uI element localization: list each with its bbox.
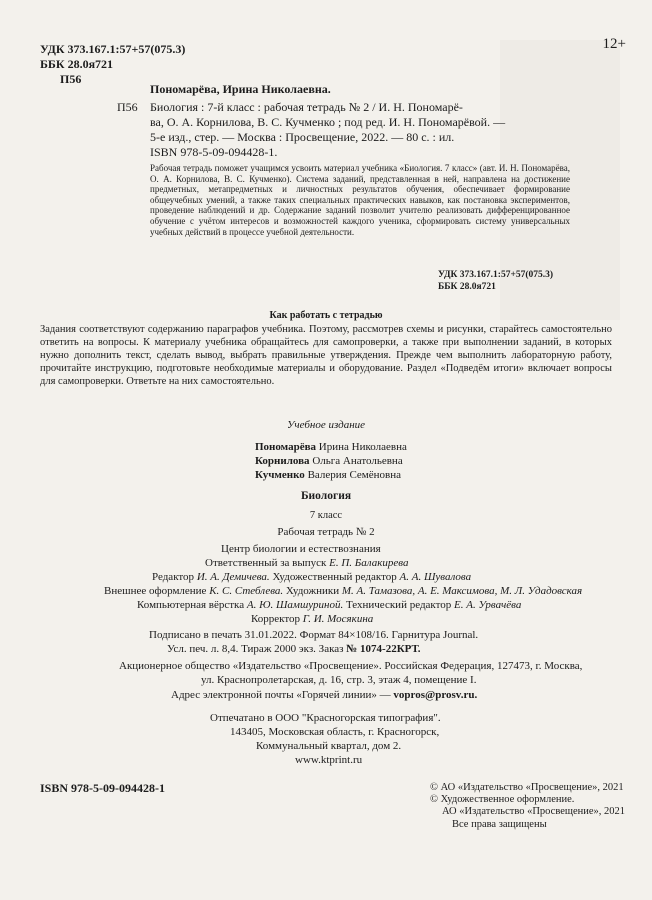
age-rating: 12+ — [602, 36, 626, 52]
biblio-line: Биология : 7-й класс : рабочая тетрадь № 2 / И. Н. Пономарё- — [150, 100, 463, 114]
editor-label: Редактор — [152, 571, 195, 583]
artists-names: М. А. Тамазова, А. Е. Максимова, М. Л. Удадовская — [341, 585, 583, 597]
workbook-number: Рабочая тетрадь № 2 — [277, 526, 375, 538]
copyright-line: © Художественное оформление. — [430, 794, 575, 805]
email-address: vopros@prosv.ru. — [393, 689, 478, 701]
edition-type: Учебное издание — [287, 419, 366, 431]
catalog-udk: УДК 373.167.1:57+57(075.3) — [438, 270, 554, 280]
layout-label: Компьютерная вёрстка — [137, 599, 245, 611]
rights-reserved: Все права защищены — [452, 819, 547, 830]
author-line — [255, 469, 401, 481]
copyright-line: © АО «Издательство «Просвещение», 2021 — [430, 782, 624, 793]
catalog-isbn: ISBN 978-5-09-094428-1. — [150, 145, 278, 159]
biblio-line: ва, О. А. Корнилова, В. С. Кучменко ; под ред. И. Н. Пономарёвой. — — [150, 115, 506, 129]
catalog-authors-heading: Пономарёва, Ирина Николаевна. — [150, 82, 331, 96]
editor-line — [152, 571, 471, 583]
design-line — [104, 585, 582, 597]
subject-title: Биология — [300, 490, 352, 502]
author-name: Валерия Семёновна — [307, 469, 401, 481]
catalog-annotation: Рабочая тетрадь поможет учащимся усвоить материал учебника «Биология. 7 класс» (авт. И. Н. Пономарёва, О. А. Корнилова, В. С. Кучменко). Система заданий, представленная в ней, направлена на достижение предметных, метапредметных и личностных результатов обучения, обеспечивает формирование общеучебных умений, а также таких специальных практических навыков, как постановка экспериментов, проведение наблюдений и др. Содержание заданий позволит учителю реализовать дифференцированное обучение с учётом интересов и возможностей каждого ученика, сформировать систему универсальных учебных действий в процессе учебной деятельности. — [150, 163, 570, 237]
isbn-bottom: ISBN 978-5-09-094428-1 — [40, 781, 165, 795]
grade: 7 класс — [309, 510, 343, 521]
cutter-mark: П56 — [60, 72, 82, 86]
author-line — [255, 455, 403, 467]
bbk-code: ББК 28.0я721 — [40, 57, 114, 71]
tech-label: Технический редактор — [345, 599, 452, 611]
publisher-address: ул. Краснопролетарская, д. 16, стр. 3, этаж 4, помещение I. — [201, 674, 477, 686]
center-name: Центр биологии и естествознания — [221, 543, 381, 555]
layout-line — [137, 599, 521, 611]
hotline-email-line — [171, 689, 477, 701]
email-label: Адрес электронной почты «Горячей линии» — — [171, 689, 391, 701]
how-to-title: Как работать с тетрадью — [269, 310, 383, 321]
corrector-name: Г. И. Мосякина — [302, 613, 374, 625]
design-label: Внешнее оформление — [104, 585, 207, 597]
order-number: № 1074-22КРТ. — [346, 643, 421, 655]
art-editor-name: А. А. Шувалова — [399, 571, 472, 583]
editor-name: И. А. Демичева. — [196, 571, 270, 583]
artists-label: Художники — [285, 585, 340, 597]
tech-name: Е. А. Урвачёва — [454, 599, 522, 611]
corrector-label: Корректор — [251, 613, 301, 625]
responsible-name: Е. П. Балакирева — [329, 557, 409, 569]
biblio-line: 5-е изд., стер. — Москва : Просвещение, 2022. — 80 с. : ил. — [150, 130, 455, 144]
author-surname: Корнилова — [255, 455, 310, 467]
print-info — [167, 643, 421, 655]
udk-code: УДК 373.167.1:57+57(075.3) — [40, 42, 186, 56]
author-name: Ольга Анатольевна — [312, 455, 403, 467]
art-editor-label: Художественный редактор — [272, 571, 397, 583]
author-line — [255, 441, 407, 453]
copyright-line: АО «Издательство «Просвещение», 2021 — [442, 806, 626, 817]
printer-website: www.ktprint.ru — [295, 754, 363, 766]
signed-to-print: Подписано в печать 31.01.2022. Формат 84×108/16. Гарнитура Journal. — [149, 629, 479, 641]
catalog-cutter: П56 — [117, 100, 138, 114]
publisher-address: Акционерное общество «Издательство «Просвещение». Российская Федерация, 127473, г. Москва, — [119, 660, 583, 672]
corrector-line — [251, 613, 373, 625]
responsible-line — [205, 557, 408, 569]
responsible-label: Ответственный за выпуск — [205, 557, 327, 569]
author-name: Ирина Николаевна — [318, 441, 407, 453]
catalog-bbk: ББК 28.0я721 — [438, 282, 496, 292]
design-name: К. С. Стеблева. — [209, 585, 284, 597]
layout-name: А. Ю. Шамшуриной. — [246, 599, 344, 611]
printer-line: Отпечатано в ООО "Красногорская типография". — [210, 712, 441, 724]
print-info-text: Усл. печ. л. 8,4. Тираж 2000 экз. Заказ — [167, 643, 344, 655]
author-surname: Кучменко — [255, 469, 305, 481]
printer-line: 143405, Московская область, г. Красногорск, — [230, 726, 440, 738]
printer-line: Коммунальный квартал, дом 2. — [256, 740, 402, 752]
how-to-body: Задания соответствуют содержанию параграфов учебника. Поэтому, рассмотрев схемы и рисунки, старайтесь самостоятельно ответить на вопросы. К материалу учебника обращайтесь для самопроверки, а также при выполнении заданий, в которых нужно дополнить текст, сделать вывод, выбрать правильные утверждения. Прежде чем выполнить лабораторную работу, прочитайте инструкцию, подготовьте необходимые материалы и оборудование. Раздел «Подведём итоги» включает вопросы для самопроверки. Ответьте на них самостоятельно. — [40, 324, 612, 387]
author-surname: Пономарёва — [255, 441, 317, 453]
